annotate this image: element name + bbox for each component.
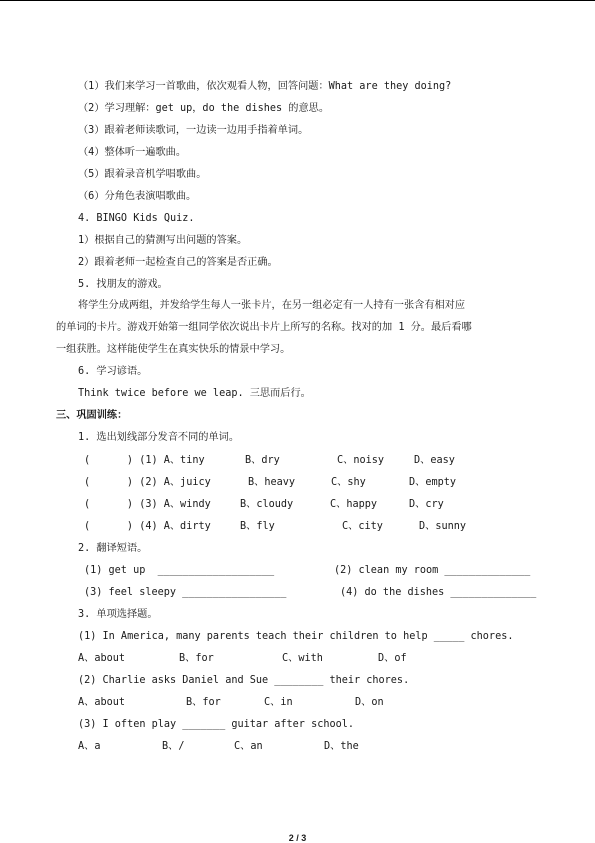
bingo-step-1: 1）根据自己的猜测写出问题的答案。 [78, 235, 248, 246]
q2-item-1: (1) get up ___________________ [84, 565, 275, 576]
q3-question-1: (1) In America, many parents teach their children to help _____ chores. [78, 631, 514, 642]
q1-row-4-b: B、fly [240, 521, 275, 532]
q3-title: 3. 单项选择题。 [78, 609, 158, 620]
q2-item-2: (2) clean my room ______________ [334, 565, 531, 576]
q3-3-option-d: D、the [324, 741, 359, 752]
step-1: （1）我们来学习一首歌曲，依次观看人物，回答问题：What are they doing? [78, 81, 452, 92]
q1-row-1-b: B、dry [245, 455, 280, 466]
q3-2-option-a: A、about [78, 697, 125, 708]
section-3-title: 三、巩固训练： [56, 410, 128, 421]
q2-title: 2. 翻译短语。 [78, 543, 148, 554]
bingo-heading: 4. BINGO Kids Quiz. [78, 213, 195, 224]
q1-row-3-d: D、cry [409, 499, 444, 510]
q3-2-option-d: D、on [355, 697, 384, 708]
q3-1-option-c: C、with [282, 653, 323, 664]
q3-question-3: (3) I often play _______ guitar after school. [78, 719, 355, 730]
q1-row-2-d: D、empty [409, 477, 456, 488]
q1-row-2-a: ( ) (2) A、juicy [84, 477, 211, 488]
step-5: （5）跟着录音机学唱歌曲。 [78, 169, 207, 180]
paragraph-line-2: 的单词的卡片。游戏开始第一组同学依次说出卡片上所写的名称。找对的加 1 分。最后看哪 [56, 322, 472, 333]
q2-item-4: (4) do the dishes ______________ [340, 587, 537, 598]
q3-2-option-c: C、in [264, 697, 293, 708]
q3-1-option-b: B、for [179, 653, 214, 664]
proverb-heading: 6. 学习谚语。 [78, 366, 148, 377]
q1-title: 1. 选出划线部分发音不同的单词。 [78, 432, 240, 443]
step-6: （6）分角色表演唱歌曲。 [78, 191, 197, 202]
q3-3-option-b: B、/ [162, 741, 185, 752]
q1-row-1-a: ( ) (1) A、tiny [84, 455, 205, 466]
q3-question-2: (2) Charlie asks Daniel and Sue ________ their chores. [78, 675, 410, 686]
q1-row-4-a: ( ) (4) A、dirty [84, 521, 211, 532]
paragraph-line-3: 一组获胜。这样能使学生在真实快乐的情景中学习。 [56, 344, 291, 355]
step-3: （3）跟着老师读歌词，一边读一边用手指着单词。 [78, 125, 309, 136]
q1-row-2-b: B、heavy [248, 477, 295, 488]
q3-1-option-d: D、of [378, 653, 407, 664]
step-2: （2）学习理解：get up，do the dishes 的意思。 [78, 103, 330, 114]
q1-row-1-d: D、easy [414, 455, 455, 466]
q1-row-3-c: C、happy [330, 499, 377, 510]
step-4: （4）整体听一遍歌曲。 [78, 147, 187, 158]
q1-row-4-d: D、sunny [419, 521, 466, 532]
q1-row-3-b: B、cloudy [240, 499, 294, 510]
proverb-text: Think twice before we leap. 三思而后行。 [78, 388, 311, 399]
q3-3-option-a: A、a [78, 741, 101, 752]
q1-row-3-a: ( ) (3) A、windy [84, 499, 211, 510]
top-rule [0, 0, 595, 1]
q3-2-option-b: B、for [186, 697, 221, 708]
friend-game-heading: 5. 找朋友的游戏。 [78, 279, 168, 290]
q1-row-4-c: C、city [342, 521, 383, 532]
q2-item-3: (3) feel sleepy _________________ [84, 587, 287, 598]
q3-1-option-a: A、about [78, 653, 125, 664]
q1-row-2-c: C、shy [331, 477, 366, 488]
bingo-step-2: 2）跟着老师一起检查自己的答案是否正确。 [78, 257, 278, 268]
q3-3-option-c: C、an [234, 741, 263, 752]
page-number: 2 / 3 [288, 833, 307, 843]
q1-row-1-c: C、noisy [337, 455, 384, 466]
paragraph-line-1: 将学生分成两组，并发给学生每人一张卡片，在另一组必定有一人持有一张含有相对应 [78, 300, 466, 311]
